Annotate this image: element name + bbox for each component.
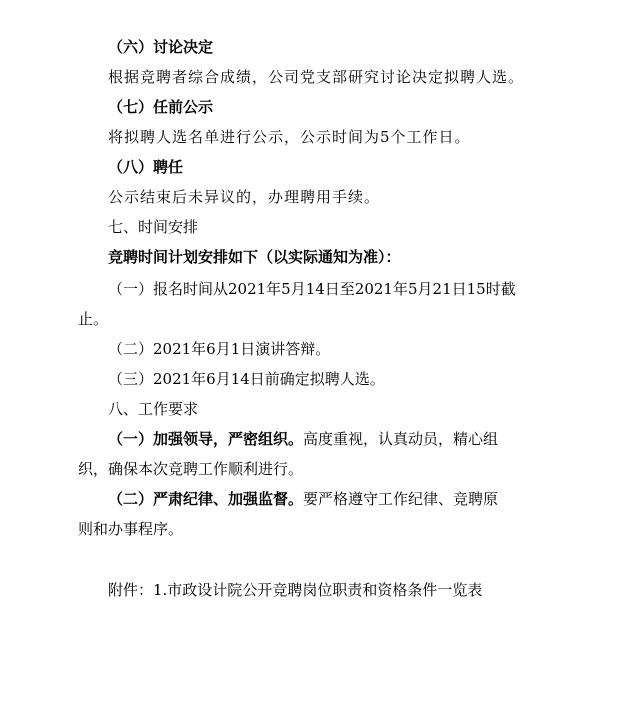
requirement-item-2-continuation: 则和办事程序。 — [78, 520, 184, 538]
section-6-body: 根据竞聘者综合成绩，公司党支部研究讨论决定拟聘人选。 — [108, 68, 525, 86]
schedule-item-1-continuation: 止。 — [78, 310, 109, 328]
schedule-intro: 竞聘时间计划安排如下（以实际通知为准）： — [108, 248, 401, 266]
schedule-heading: 七、时间安排 — [108, 218, 199, 236]
requirement-item-2-text: 要严格遵守工作纪律、竞聘原 — [303, 490, 499, 508]
requirement-item-2-title: （二）严肃纪律、加强监督。 — [108, 490, 304, 508]
requirement-item-1-title: （一）加强领导，严密组织。 — [108, 430, 304, 448]
schedule-item-1: （一）报名时间从2021年5月14日至2021年5月21日15时截 — [108, 280, 516, 298]
section-6-heading: （六）讨论决定 — [108, 38, 214, 56]
requirements-heading: 八、工作要求 — [108, 400, 199, 418]
schedule-item-2: （二）2021年6月1日演讲答辩。 — [108, 340, 331, 358]
section-8-heading: （八）聘任 — [108, 158, 184, 176]
requirement-item-2 — [108, 489, 498, 509]
requirement-item-1-continuation: 织，确保本次竞聘工作顺利进行。 — [78, 460, 304, 478]
section-7-body: 将拟聘人选名单进行公示，公示时间为5个工作日。 — [108, 128, 471, 146]
section-8-body: 公示结束后未异议的，办理聘用手续。 — [108, 188, 381, 206]
section-7-heading: （七）任前公示 — [108, 98, 214, 116]
requirement-item-1-text: 高度重视，认真动员，精心组 — [303, 430, 499, 448]
requirement-item-1 — [108, 429, 498, 449]
schedule-item-3: （三）2021年6月14日前确定拟聘人选。 — [108, 370, 385, 388]
attachment-line: 附件：1.市政设计院公开竞聘岗位职责和资格条件一览表 — [108, 581, 483, 599]
